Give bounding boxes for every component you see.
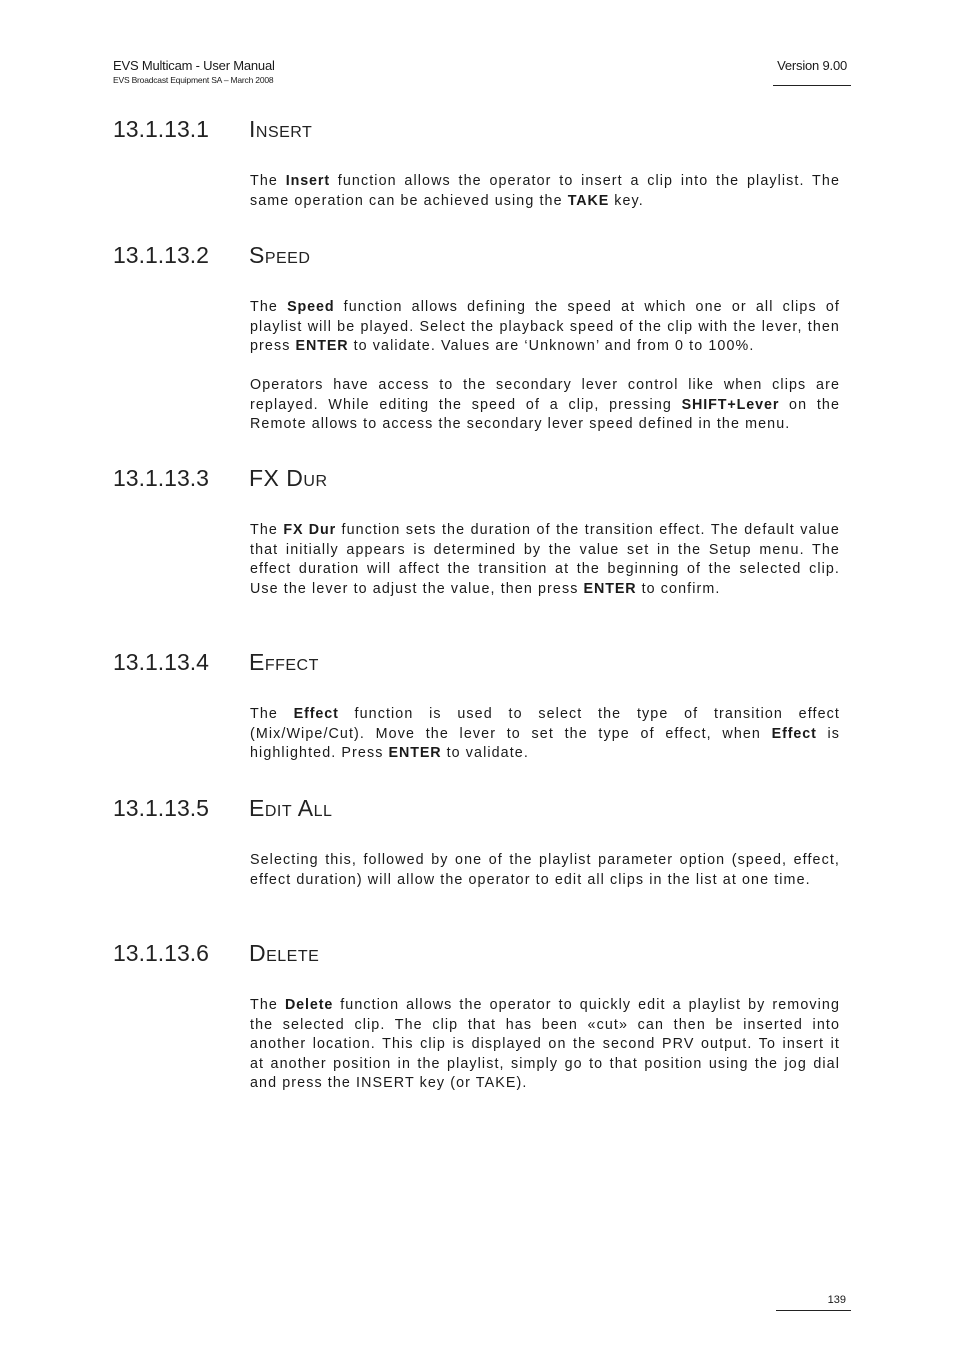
section-title: Edit All bbox=[249, 795, 333, 821]
bold-term: Effect bbox=[771, 725, 817, 742]
section-paragraph: The Effect function is used to select the type of transition effect (Mix/Wipe/Cut). Move the lever to set the type of effect, when Effect is highlighted. Press ENTER to validate. bbox=[250, 706, 840, 761]
document-version: Version 9.00 bbox=[777, 58, 847, 73]
section-title: Speed bbox=[249, 242, 311, 268]
section-heading-delete bbox=[113, 940, 319, 967]
bold-term: TAKE bbox=[567, 192, 610, 209]
bold-term: ENTER bbox=[295, 338, 349, 354]
section-heading-fx-dur bbox=[113, 465, 328, 492]
section-paragraph: The Delete function allows the operator to quickly edit a playlist by removing the selected clip. The clip that has been «cut» can then be inserted into another location. This clip is displayed on the second PRV output. To insert it at another position in the playlist, simply go to that position using the jog dial and press the INSERT key (or TAKE). bbox=[250, 997, 840, 1091]
bold-term: ENTER bbox=[388, 745, 442, 761]
section-heading-edit-all bbox=[113, 795, 332, 822]
bold-term: Effect bbox=[293, 706, 339, 722]
bold-term: SHIFT+Lever bbox=[681, 396, 780, 413]
section-heading-speed bbox=[113, 242, 310, 269]
section-title: Insert bbox=[249, 116, 313, 142]
section-paragraph: Selecting this, followed by one of the playlist parameter option (speed, effect, effect duration) will allow the operator to edit all clips in the list at one time. bbox=[250, 852, 840, 888]
section-number: 13.1.13.4 bbox=[113, 649, 209, 675]
section-number: 13.1.13.3 bbox=[113, 465, 209, 491]
footer-rule bbox=[776, 1310, 851, 1311]
bold-term: Delete bbox=[284, 997, 334, 1013]
section-number: 13.1.13.5 bbox=[113, 795, 209, 821]
section-paragraph: Operators have access to the secondary lever control like when clips are replayed. While editing the speed of a clip, pressing SHIFT+Lever on the Remote allows to access the secondary lever speed defined in the menu. bbox=[250, 377, 840, 432]
section-paragraph: The Insert function allows the operator to insert a clip into the playlist. The same operation can be achieved using the TAKE key. bbox=[250, 173, 840, 209]
bold-term: ENTER bbox=[583, 580, 637, 597]
bold-term: Insert bbox=[285, 173, 331, 189]
page-number: 139 bbox=[827, 1294, 846, 1306]
section-number: 13.1.13.6 bbox=[113, 940, 209, 966]
bold-term: FX Dur bbox=[283, 522, 337, 538]
document-title: EVS Multicam - User Manual bbox=[113, 58, 275, 73]
section-title: FX Dur bbox=[249, 465, 328, 491]
section-paragraph: The FX Dur function sets the duration of the transition effect. The default value that initially appears is determined by the value set in the Setup menu. The effect duration will affect the transition at the beginning of the selected clip. Use the lever to adjust the value, then press ENTER to confirm. bbox=[250, 522, 840, 597]
section-heading-effect bbox=[113, 649, 319, 676]
section-heading-insert bbox=[113, 116, 312, 143]
header-rule bbox=[773, 85, 851, 86]
section-number: 13.1.13.2 bbox=[113, 242, 209, 268]
section-title: Effect bbox=[249, 649, 319, 675]
section-number: 13.1.13.1 bbox=[113, 116, 209, 142]
document-subtitle: EVS Broadcast Equipment SA – March 2008 bbox=[113, 75, 274, 85]
section-title: Delete bbox=[249, 940, 320, 966]
bold-term: Speed bbox=[287, 299, 335, 315]
section-paragraph: The Speed function allows defining the speed at which one or all clips of playlist will be played. Select the playback speed of the clip with the lever, then press ENTER to validate. Values are ‘Unknown’ and from 0 to 100%. bbox=[250, 299, 840, 354]
